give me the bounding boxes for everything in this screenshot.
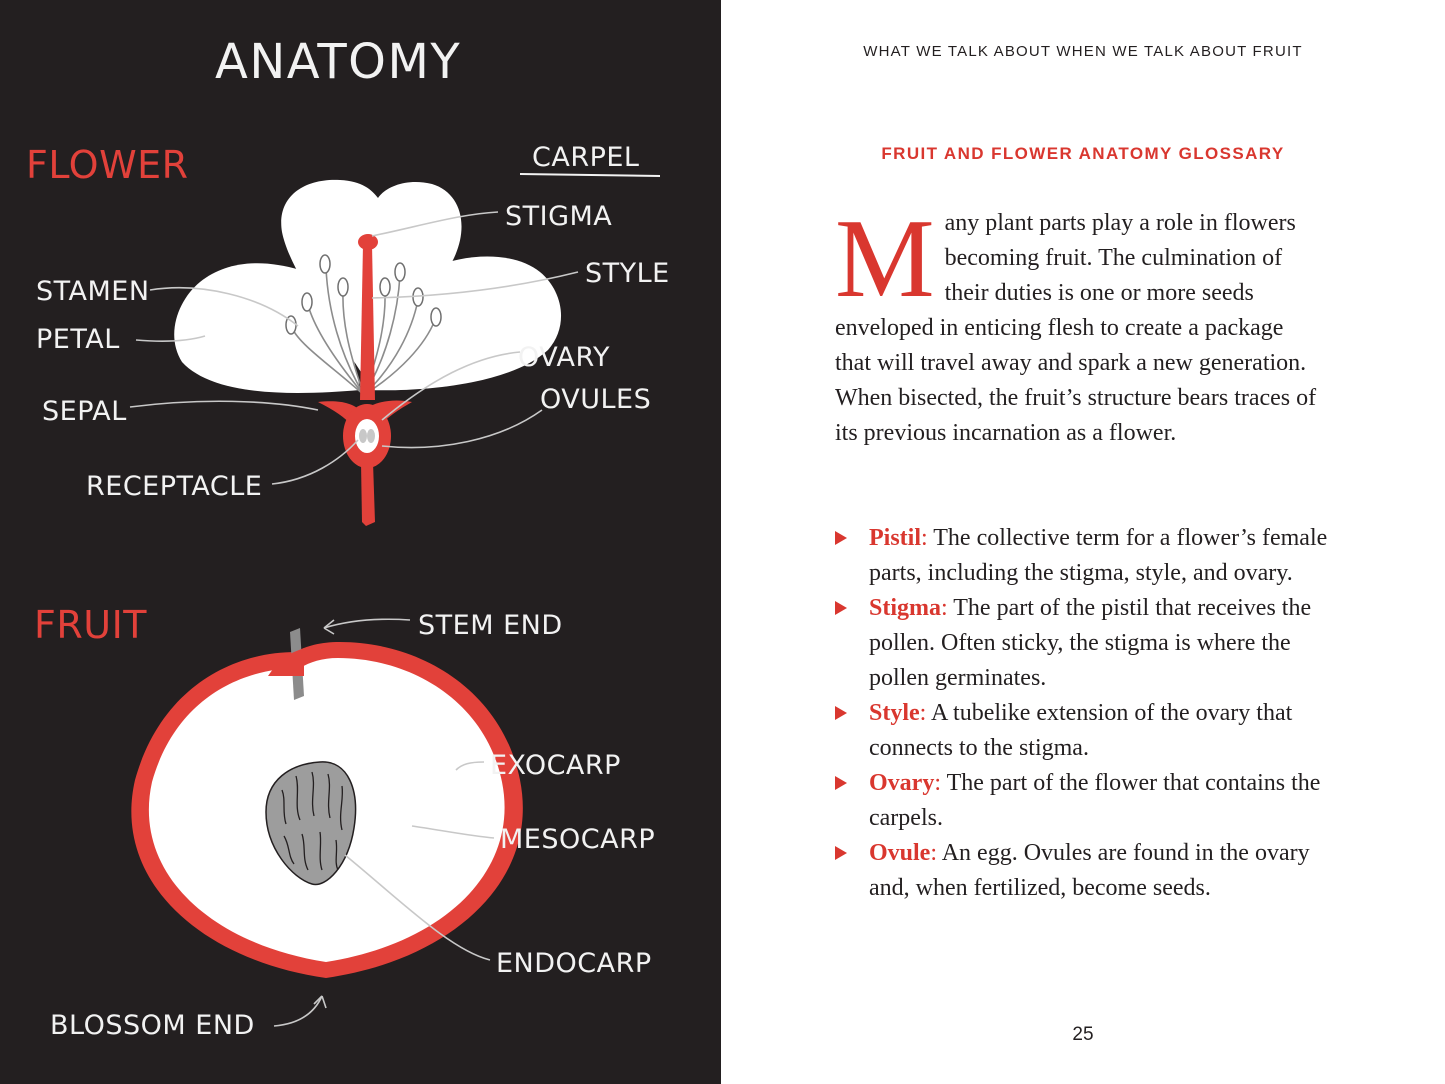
flower-heading: FLOWER <box>26 143 189 187</box>
text-page <box>721 0 1445 1084</box>
intro-text: any plant parts play a role in flowers becoming fruit. The culmination of their duties is one or more seeds enveloped in enticing flesh to create a package that will travel away and spark a new generation. When bisected, the fruit’s structure bears traces of its previous incarnation as a flower. <box>835 210 1317 446</box>
sepal-leader <box>130 401 318 410</box>
stamen-label: STAMEN <box>36 276 150 307</box>
glossary-item: Stigma: The part of the pistil that receives the pollen. Often sticky, the stigma is where the pollen germinates. <box>835 591 1335 696</box>
stigma-label: STIGMA <box>505 201 613 232</box>
receptacle-label: RECEPTACLE <box>86 471 263 502</box>
glossary-definition: The part of the pistil that receives the pollen. Often sticky, the stigma is where the pollen germinates. <box>869 595 1312 691</box>
glossary-item: Ovule: An egg. Ovules are found in the ovary and, when fertilized, become seeds. <box>835 836 1335 906</box>
exocarp-label: EXOCARP <box>490 750 621 781</box>
ovules-leader <box>382 410 542 448</box>
anatomy-illustration <box>0 0 721 1084</box>
blossom-end-leader <box>274 996 322 1026</box>
triangle-bullet-icon <box>835 846 847 860</box>
running-head: WHAT WE TALK ABOUT WHEN WE TALK ABOUT FRUIT <box>863 43 1303 60</box>
triangle-bullet-icon <box>835 601 847 615</box>
glossary-list <box>835 521 1335 906</box>
triangle-bullet-icon <box>835 776 847 790</box>
drop-cap: M <box>835 197 935 321</box>
ovules-label: OVULES <box>540 384 652 415</box>
glossary-item: Ovary: The part of the flower that contains the carpels. <box>835 766 1335 836</box>
fruit-heading: FRUIT <box>34 603 147 647</box>
section-title: FRUIT AND FLOWER ANATOMY GLOSSARY <box>881 144 1285 163</box>
stigma-head <box>358 234 378 250</box>
stem-end-leader <box>324 619 410 628</box>
fruit-drawing <box>131 628 522 978</box>
glossary-item: Style: A tubelike extension of the ovary that connects to the stigma. <box>835 696 1335 766</box>
illustration-page <box>0 0 721 1084</box>
glossary-definition: The collective term for a flower’s female parts, including the stigma, style, and ovary. <box>869 525 1328 586</box>
carpel-label: CARPEL <box>532 142 640 173</box>
glossary-definition: The part of the flower that contains the carpels. <box>869 770 1321 831</box>
triangle-bullet-icon <box>835 706 847 720</box>
ovule-right <box>367 429 375 443</box>
blossom-end-label: BLOSSOM END <box>50 1010 255 1041</box>
glossary-item: Pistil: The collective term for a flower’s female parts, including the stigma, style, and ovary. <box>835 521 1335 591</box>
mesocarp-label: MESOCARP <box>500 824 656 855</box>
stem-end-label: STEM END <box>418 610 563 641</box>
receptacle-stem <box>361 462 375 526</box>
glossary-definition: An egg. Ovules are found in the ovary and, when fertilized, become seeds. <box>869 840 1310 901</box>
glossary-term: Ovule <box>869 840 931 866</box>
glossary-definition: A tubelike extension of the ovary that connects to the stigma. <box>869 700 1293 761</box>
ovary-label: OVARY <box>518 342 611 373</box>
sepal-label: SEPAL <box>42 396 127 427</box>
glossary-term: Pistil <box>869 525 921 551</box>
intro-paragraph <box>835 197 1321 451</box>
triangle-bullet-icon <box>835 531 847 545</box>
style-label: STYLE <box>585 258 670 289</box>
carpel-underline <box>520 174 660 176</box>
glossary-term: Ovary <box>869 770 935 796</box>
page-number: 25 <box>1072 1024 1094 1045</box>
ovule-left <box>359 429 367 443</box>
anatomy-title: ANATOMY <box>215 34 462 90</box>
glossary-term: Style <box>869 700 920 726</box>
petal-label: PETAL <box>36 324 120 355</box>
endocarp-label: ENDOCARP <box>496 948 652 979</box>
glossary-term: Stigma <box>869 595 941 621</box>
